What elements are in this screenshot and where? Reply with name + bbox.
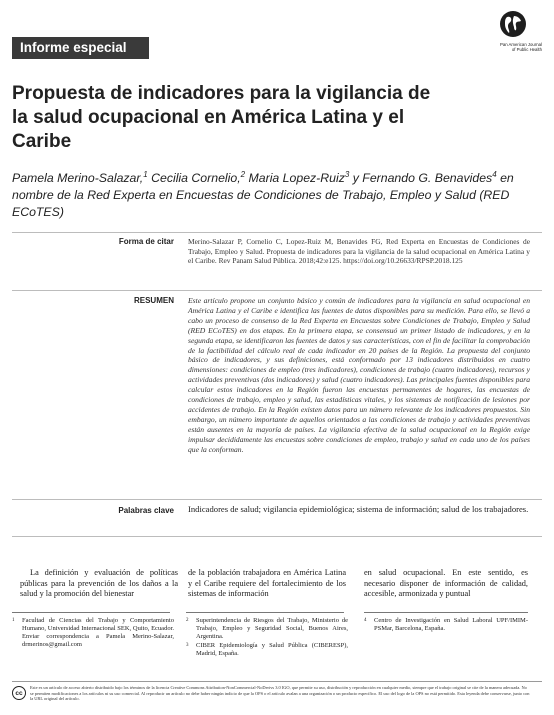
keywords-label: Palabras clave — [118, 506, 174, 515]
body-column-2: de la población trabajadora en América Latina y el Caribe requiere del fortalecimiento de los sistemas de información — [188, 568, 346, 599]
footnote — [364, 617, 528, 633]
journal-name-line1: Pan American Journal — [499, 42, 542, 47]
author-name: y Fernando G. Benavides — [349, 171, 493, 185]
footnotes-column-3 — [364, 612, 528, 633]
author-name: Pamela Merino-Salazar, — [12, 171, 144, 185]
journal-name-line2: of Public Health — [511, 47, 542, 52]
article-title: Propuesta de indicadores para la vigilancia de la salud ocupacional en América Latina y el Caribe — [12, 83, 431, 152]
footnote-number: 1 — [12, 618, 15, 623]
footnotes-column-2 — [186, 612, 348, 658]
divider — [12, 499, 542, 500]
footnote-text: Superintendencia de Riesgos del Trabajo, Ministerio de Trabajo, Empleo y Seguridad Social, Buenos Aires, Argentina. — [196, 617, 348, 640]
divider — [12, 536, 542, 537]
body-column-3: en salud ocupacional. En este sentido, es necesario disponer de información de calidad, accesible, armonizada y puntual — [364, 568, 528, 599]
cite-label: Forma de citar — [118, 237, 174, 246]
license-text: Este es un artículo de acceso abierto distribuido bajo los términos de la licencia Creative Commons Attribution-NonCommercial-NoDerivs 3.0 IGO, que permite su uso, distribución y reproducción en cualquier medio, siempre que el trabajo original se cite de la manera adecuada. No se permiten modificaciones a los artículos ni su uso comercial. Al reproducir un artículo no debe haber ningún indicio de que la OPS o el artículo avalan a una organización o un producto específico. El uso del logo de la OPS no está permitido. Esta leyenda debe conservarse, junto con la URL original del artículo. — [30, 685, 530, 702]
footnote-number: 4 — [364, 618, 367, 623]
body-column-1: La definición y evaluación de políticas públicas para la prevención de los daños a la salud y la promoción del bienestar — [20, 568, 178, 599]
creative-commons-icon: cc — [12, 686, 26, 700]
footnote-number: 2 — [186, 618, 189, 623]
author-affiliation-mark: 2 — [240, 169, 246, 179]
abstract-text: Este artículo propone un conjunto básico y común de indicadores para la vigilancia en salud ocupacional en América Latina y el Caribe e identifica las fuentes de datos disponibles para su medición. Para ello, se llevó a cabo un proceso de consenso de la Red Experta en Encuestas sobre Condiciones de Trabajo, Empleo y Salud (RED ECoTES) en dos etapas. En la primera etapa, se consensuó un primer listado de indicadores, y en la segunda etapa, se identificaron las fuentes de datos y sus características, con el fin de facilitar la comprobación de la factibilidad del cálculo real de cada indicador en 20 países de la Región. La propuesta del conjunto básico de indicadores, y sus definiciones, está conformado por 13 indicadores distribuidos en cuatro dimensiones: condiciones de empleo (tres indicadores), condiciones de trabajo (cuatro indicadores), recursos y actividades preventivas (dos indicadores) y salud (cuatro indicadores). Las principales fuentes disponibles para calcular estos indicadores en la Región fueron las encuestas permanentes de hogares, las encuestas de condiciones de trabajo, empleo y salud, las estadísticas vitales, y los sistemas de notificación de lesiones por accidentes de trabajo. En la Región existen datos para un número relevante de los indicadores propuestos. Sin embargo, un número importante de aquellos orientados a las condiciones de trabajo y actividades preventivas están ausentes en la mayoría de países. La vigilancia efectiva de la salud ocupacional en la Región exige impulsar decididamente las encuestas sobre condiciones de empleo, trabajo y salud en cada uno de los países que la conforman. — [188, 296, 530, 454]
footnote — [186, 617, 348, 641]
divider — [12, 232, 542, 233]
divider — [12, 290, 542, 291]
globe-icon — [500, 11, 526, 37]
abstract-label: RESUMEN — [133, 296, 174, 305]
author-name: Cecilia Cornelio, — [147, 171, 241, 185]
footnote-text: Facultad de Ciencias del Trabajo y Comportamiento Humano, Universidad Internacional SEK, Quito, Ecuador. Enviar correspondencia a Pamela Merino-Salazar, drmerinos@gmail.com — [22, 617, 174, 648]
section-banner: Informe especial — [12, 37, 149, 59]
footnote-text: Centro de Investigación en Salud Laboral UPF/IMIM-PSMar, Barcelona, España. — [374, 617, 528, 632]
keywords-text: Indicadores de salud; vigilancia epidemiológica; sistema de información; salud de los trabajadores. — [188, 504, 529, 514]
footnote-divider — [12, 612, 170, 613]
footnotes-column-1 — [12, 612, 174, 649]
footnote — [186, 642, 348, 658]
author-affiliation-mark: 1 — [143, 169, 148, 179]
footnote-number: 3 — [186, 643, 189, 648]
author-group: en nombre de la Red Experta en Encuestas de Condiciones de Trabajo, Empleo y Salud (RED ECoTES) — [12, 171, 514, 219]
footnote-divider — [186, 612, 344, 613]
author-affiliation-mark: 3 — [344, 169, 350, 179]
author-affiliation-mark: 4 — [492, 169, 497, 179]
footer-divider — [12, 681, 542, 682]
author-name: Maria Lopez-Ruiz — [245, 171, 345, 185]
footnote — [12, 617, 174, 649]
cite-text: Merino-Salazar P, Cornelio C, Lopez-Ruiz M, Benavides FG, Red Experta en Encuestas de Condiciones de Trabajo, Empleo y Salud. Propuesta de indicadores para la vigilancia de la salud ocupacional en América Latina y el Caribe. Rev Panam Salud Pública. 2018;42:e125. https://doi.org/10.26633/RPSP.2018.125 — [188, 237, 530, 266]
journal-logo — [482, 11, 542, 52]
footnote-text: CIBER Epidemiología y Salud Pública (CIBERESP), Madrid, España. — [196, 642, 348, 657]
author-list — [12, 170, 532, 221]
footnote-divider — [364, 612, 528, 613]
